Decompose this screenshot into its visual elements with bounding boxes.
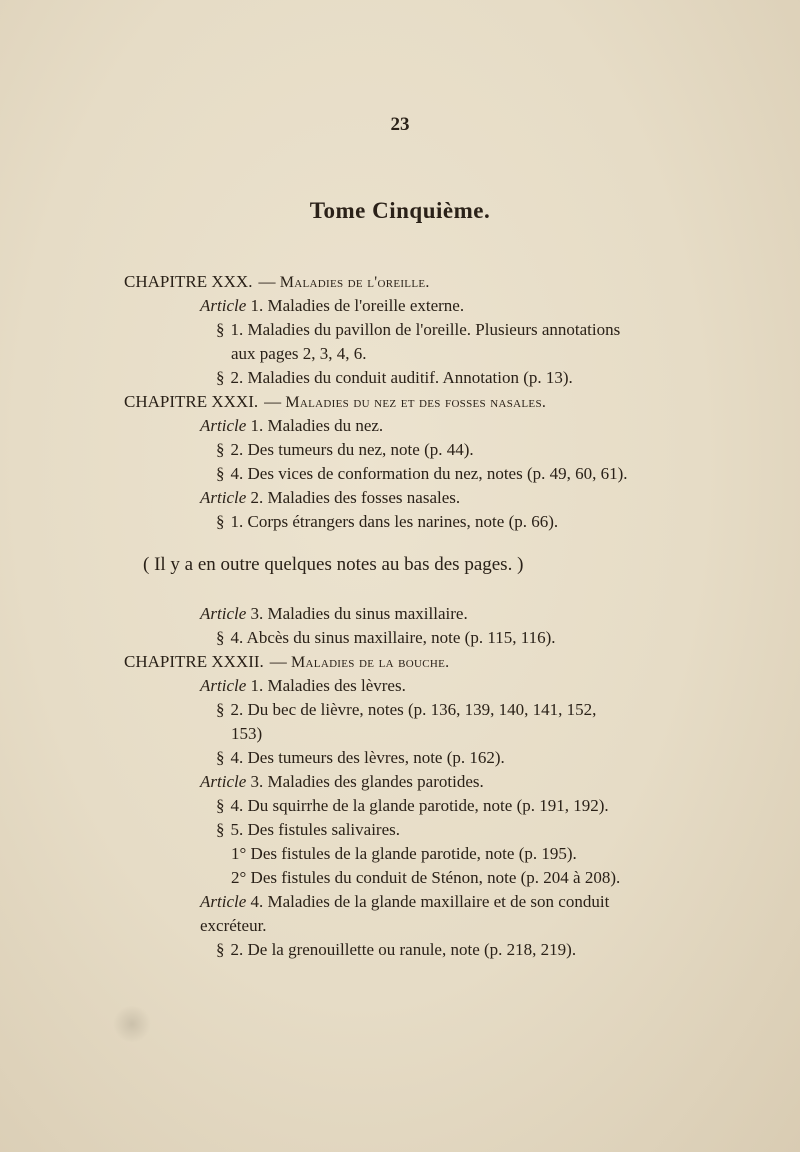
page-number: 23 xyxy=(390,114,410,135)
article-text: 1. Maladies de l'oreille externe. xyxy=(250,296,465,315)
article-label: Article xyxy=(200,772,247,791)
article-entry xyxy=(200,486,460,510)
paragraph-entry xyxy=(216,510,558,534)
chapter-number: CHAPITRE XXX. xyxy=(124,272,253,291)
chapter-title: Maladies de la bouche. xyxy=(291,654,450,671)
section-sign: § xyxy=(216,700,225,719)
article-text: 1. Maladies du nez. xyxy=(250,416,384,435)
chapter-number: CHAPITRE XXXII. xyxy=(124,652,264,671)
paragraph-entry xyxy=(216,462,628,486)
article-text: 4. Maladies de la glande maxillaire et de son conduit xyxy=(250,892,610,911)
paragraph-entry xyxy=(216,938,576,962)
paragraph-text: 4. Abcès du sinus maxillaire, note (p. 115, 116). xyxy=(230,628,556,647)
paragraph-text: 1. Corps étrangers dans les narines, note (p. 66). xyxy=(230,512,559,531)
chapter-heading xyxy=(124,390,546,415)
paragraph-text: 2. Maladies du conduit auditif. Annotation (p. 13). xyxy=(230,368,573,387)
article-text: 1. Maladies des lèvres. xyxy=(250,676,406,695)
section-sign: § xyxy=(216,320,225,339)
sub-entry: 1° Des fistules de la glande parotide, note (p. 195). xyxy=(231,844,577,863)
continuation-line: 153) xyxy=(231,724,263,743)
section-sign: § xyxy=(216,440,225,459)
article-label: Article xyxy=(200,416,247,435)
continuation-line: aux pages 2, 3, 4, 6. xyxy=(231,344,367,363)
paragraph-text: 4. Des tumeurs des lèvres, note (p. 162). xyxy=(230,748,505,767)
article-entry xyxy=(200,294,464,318)
tome-title: Tome Cinquième. xyxy=(309,198,491,223)
article-label: Article xyxy=(200,604,247,623)
paper-stain xyxy=(112,1006,152,1042)
article-entry xyxy=(200,414,383,438)
paragraph-text: 2. De la grenouillette ou ranule, note (p. 218, 219). xyxy=(230,940,577,959)
section-sign: § xyxy=(216,748,225,767)
paragraph-entry xyxy=(216,794,609,818)
paragraph-text: 4. Du squirrhe de la glande parotide, note (p. 191, 192). xyxy=(230,796,609,815)
chapter-heading xyxy=(124,270,430,295)
chapter-title: Maladies du nez et des fosses nasales. xyxy=(285,394,547,411)
chapter-title: Maladies de l'oreille. xyxy=(279,274,430,291)
section-sign: § xyxy=(216,796,225,815)
paragraph-entry xyxy=(216,818,400,842)
paragraph-text: 1. Maladies du pavillon de l'oreille. Plusieurs annotations xyxy=(230,320,621,339)
continuation-line: excréteur. xyxy=(200,916,267,935)
article-text: 3. Maladies du sinus maxillaire. xyxy=(250,604,468,623)
section-sign: § xyxy=(216,628,225,647)
paragraph-text: 2. Du bec de lièvre, notes (p. 136, 139, 140, 141, 152, xyxy=(230,700,597,719)
paragraph-entry xyxy=(216,366,573,390)
section-sign: § xyxy=(216,512,225,531)
paragraph-text: 5. Des fistules salivaires. xyxy=(230,820,400,839)
sub-entry: 2° Des fistules du conduit de Sténon, note (p. 204 à 208). xyxy=(231,868,621,887)
article-entry xyxy=(200,890,609,914)
section-sign: § xyxy=(216,820,225,839)
paragraph-entry xyxy=(216,698,596,722)
section-sign: § xyxy=(216,940,225,959)
paragraph-text: 2. Des tumeurs du nez, note (p. 44). xyxy=(230,440,474,459)
notes-remark: ( Il y a en outre quelques notes au bas des pages. ) xyxy=(143,554,524,575)
article-label: Article xyxy=(200,296,247,315)
section-sign: § xyxy=(216,464,225,483)
paragraph-entry xyxy=(216,318,620,342)
section-sign: § xyxy=(216,368,225,387)
paragraph-entry xyxy=(216,746,505,770)
article-label: Article xyxy=(200,488,247,507)
article-text: 2. Maladies des fosses nasales. xyxy=(250,488,461,507)
paragraph-text: 4. Des vices de conformation du nez, notes (p. 49, 60, 61). xyxy=(230,464,628,483)
article-entry xyxy=(200,602,468,626)
article-label: Article xyxy=(200,676,247,695)
article-entry xyxy=(200,770,484,794)
article-label: Article xyxy=(200,892,247,911)
paragraph-entry xyxy=(216,626,556,650)
paragraph-entry xyxy=(216,438,474,462)
chapter-number: CHAPITRE XXXI. xyxy=(124,392,259,411)
chapter-dash: — xyxy=(258,272,276,291)
chapter-dash: — xyxy=(264,392,282,411)
chapter-dash: — xyxy=(269,652,287,671)
article-text: 3. Maladies des glandes parotides. xyxy=(250,772,484,791)
article-entry xyxy=(200,674,406,698)
chapter-heading xyxy=(124,650,449,675)
